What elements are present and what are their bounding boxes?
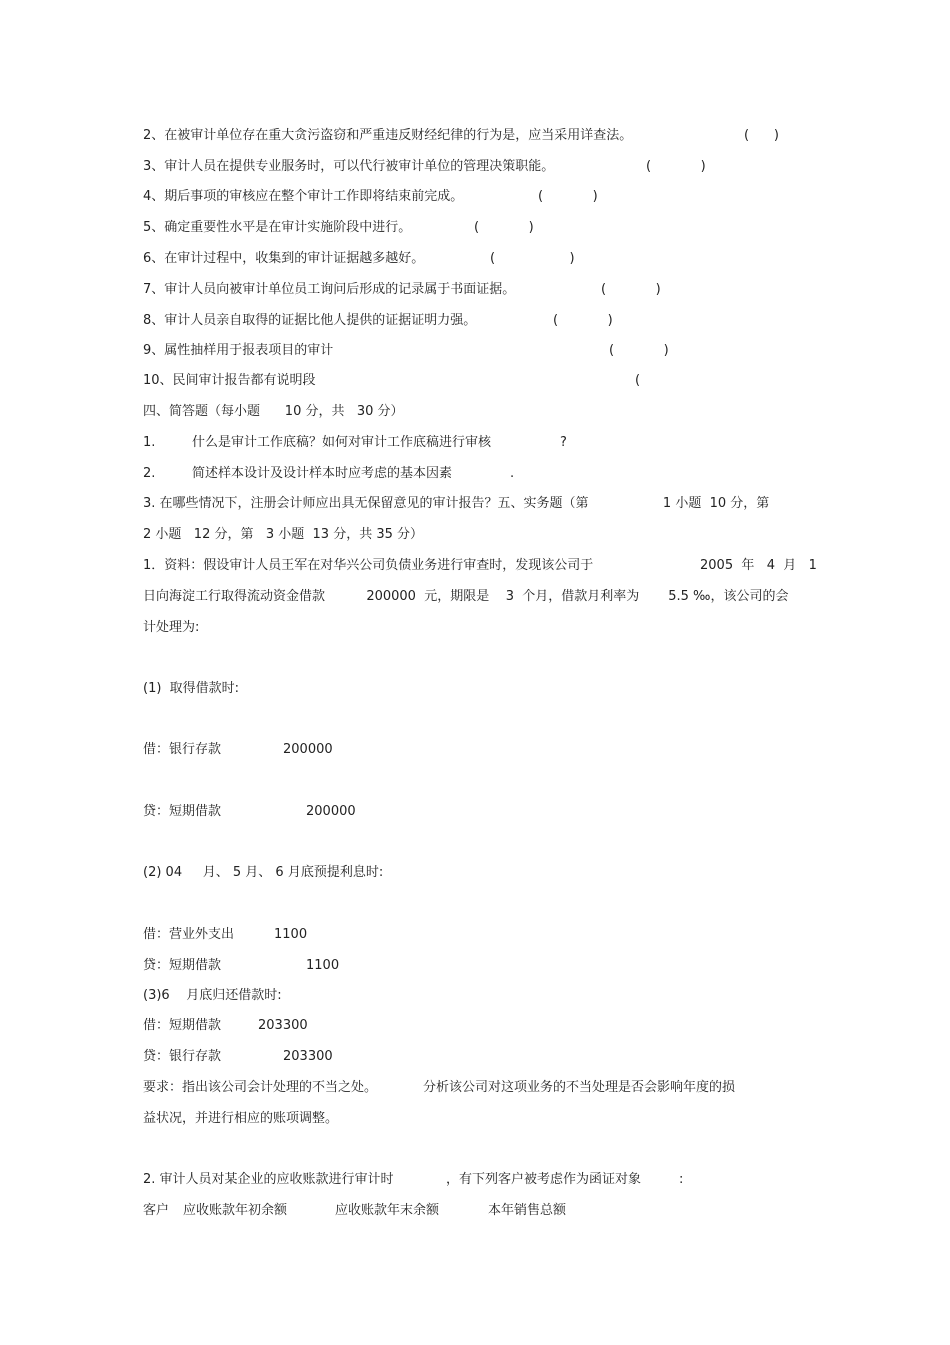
question-4: 4、期后事项的审核应在整个审计工作即将结束前完成。 bbox=[143, 189, 464, 204]
entry1-credit-amount: 200000 bbox=[306, 804, 356, 819]
answer-bracket-10: ( bbox=[635, 373, 641, 388]
entry1-debit-amount: 200000 bbox=[283, 742, 333, 757]
section-heading-short-answer: 四、简答题（每小题 10 分，共 30 分） bbox=[143, 404, 404, 419]
question-6: 6、在审计过程中，收集到的审计证据越多越好。 bbox=[143, 251, 425, 266]
requirement-line1: 要求：指出该公司会计处理的不当之处。 bbox=[143, 1080, 378, 1095]
p2-paragraph-colon: : bbox=[679, 1172, 684, 1187]
p1-paragraph-line1-date: 2005 年 4 月 1 bbox=[700, 558, 817, 573]
p2-paragraph: 2. 审计人员对某企业的应收账款进行审计时 bbox=[143, 1172, 394, 1187]
question-8: 8、审计人员亲自取得的证据比他人提供的证据证明力强。 bbox=[143, 313, 477, 328]
sa-q2-text: 简述样本设计及设计样本时应考虑的基本因素 bbox=[192, 466, 453, 481]
requirement-line1-cont: 分析该公司对这项业务的不当处理是否会影响年度的损 bbox=[423, 1080, 736, 1095]
question-5: 5、确定重要性水平是在审计实施阶段中进行。 bbox=[143, 220, 412, 235]
step1-heading: (1) 取得借款时: bbox=[143, 681, 240, 696]
step2-heading: (2) 04 月、 5 月、 6 月底预提利息时: bbox=[143, 865, 384, 880]
answer-bracket-7: ( ) bbox=[601, 282, 661, 297]
question-10: 10、民间审计报告都有说明段 bbox=[143, 373, 316, 388]
entry2-credit-amount: 1100 bbox=[306, 958, 340, 973]
answer-bracket-9: ( ) bbox=[609, 343, 669, 358]
entry3-credit-amount: 203300 bbox=[283, 1049, 333, 1064]
question-2: 2、在被审计单位存在重大贪污盗窃和严重违反财经纪律的行为是，应当采用详查法。 bbox=[143, 128, 633, 143]
answer-bracket-4: ( ) bbox=[538, 189, 598, 204]
sa-q1-end: ? bbox=[560, 435, 567, 450]
entry2-debit-label: 借：营业外支出 bbox=[143, 927, 235, 942]
p1-paragraph-line3: 计处理为: bbox=[143, 620, 200, 635]
sa-q3-line1: 3. 在哪些情况下，注册会计师应出具无保留意见的审计报告？五、实务题（第 1 小题 10 分，第 bbox=[143, 496, 770, 511]
p2-paragraph-cont: ，有下列客户被考虑作为函证对象 bbox=[446, 1172, 642, 1187]
entry3-debit-label: 借：短期借款 bbox=[143, 1018, 222, 1033]
entry2-credit-label: 贷：短期借款 bbox=[143, 958, 222, 973]
requirement-line2: 益状况，并进行相应的账项调整。 bbox=[143, 1111, 339, 1126]
sa-q2-end: . bbox=[510, 466, 515, 481]
entry2-debit-amount: 1100 bbox=[274, 927, 308, 942]
answer-bracket-3: ( ) bbox=[646, 159, 706, 174]
answer-bracket-6: ( ) bbox=[490, 251, 575, 266]
p1-paragraph-line1: 1．资料：假设审计人员王军在对华兴公司负债业务进行审查时，发现该公司于 bbox=[143, 558, 594, 573]
step3-heading: (3)6 月底归还借款时: bbox=[143, 988, 282, 1003]
entry3-credit-label: 贷：银行存款 bbox=[143, 1049, 222, 1064]
table-header-annual-sales: 本年销售总额 bbox=[488, 1203, 567, 1218]
entry3-debit-amount: 203300 bbox=[258, 1018, 308, 1033]
answer-bracket-2: ( ) bbox=[744, 128, 779, 143]
table-header-end-balance: 应收账款年末余额 bbox=[335, 1203, 440, 1218]
table-header-customer: 客户 bbox=[143, 1203, 170, 1218]
sa-q1-number: 1. bbox=[143, 435, 156, 450]
sa-q2-number: 2. bbox=[143, 466, 156, 481]
answer-bracket-8: ( ) bbox=[553, 313, 613, 328]
answer-bracket-5: ( ) bbox=[474, 220, 534, 235]
question-3: 3、审计人员在提供专业服务时，可以代行被审计单位的管理决策职能。 bbox=[143, 159, 555, 174]
entry1-credit-label: 贷：短期借款 bbox=[143, 804, 222, 819]
table-header-begin-balance: 应收账款年初余额 bbox=[183, 1203, 288, 1218]
sa-q3-line2: 2 小题 12 分，第 3 小题 13 分，共 35 分） bbox=[143, 527, 424, 542]
p1-paragraph-line2: 日向海淀工行取得流动资金借款 200000 元，期限是 3 个月，借款月利率为 5.5 ‰，该公司的会 bbox=[143, 589, 789, 604]
sa-q1-text: 什么是审计工作底稿？如何对审计工作底稿进行审核 bbox=[192, 435, 492, 450]
question-9: 9、属性抽样用于报表项目的审计 bbox=[143, 343, 334, 358]
entry1-debit-label: 借：银行存款 bbox=[143, 742, 222, 757]
question-7: 7、审计人员向被审计单位员工询问后形成的记录属于书面证据。 bbox=[143, 282, 516, 297]
